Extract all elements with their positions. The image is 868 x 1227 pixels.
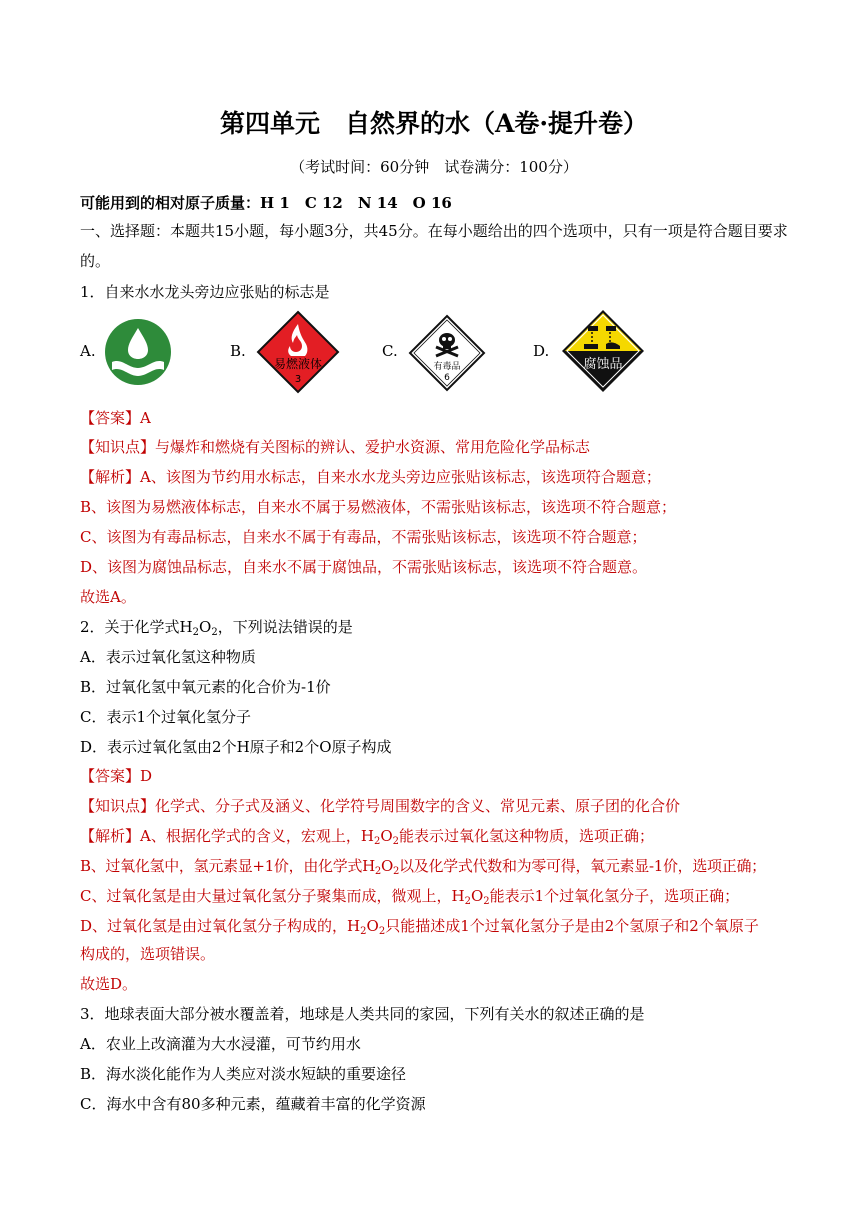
q1-analysis-line: D、该图为腐蚀品标志，自来水不属于腐蚀品，不需张贴该标志，该选项不符合题意。 xyxy=(80,558,648,576)
atomic-mass-note: 可能用到的相对原子质量：H 1 C 12 N 14 O 16 xyxy=(80,194,452,212)
formula-h2o2: $H_2O_2$ xyxy=(179,618,218,638)
corrosive-text: 腐蚀品 xyxy=(583,357,623,372)
q2-analysis-line: 【解析】A、根据化学式的含义，宏观上，$H_2O_2$能表示过氧化氢这种物质，选项正确； xyxy=(80,827,655,847)
q2-option: D．表示过氧化氢由2个H原子和2个O原子构成 xyxy=(80,738,392,756)
water-saving-sign-icon xyxy=(104,318,172,386)
q1-answer: 【答案】A xyxy=(80,409,151,427)
question-3-stem: 3．地球表面大部分被水覆盖着，地球是人类共同的家园，下列有关水的叙述正确的是 xyxy=(80,1005,645,1023)
q2-conclusion: 故选D。 xyxy=(80,975,138,993)
q1-conclusion: 故选A。 xyxy=(80,588,136,606)
q1-analysis-line: 【解析】A、该图为节约用水标志，自来水水龙头旁边应张贴该标志，该选项符合题意； xyxy=(80,468,661,486)
toxic-sign-icon xyxy=(408,314,486,392)
q1-analysis-line: B、该图为易燃液体标志，自来水不属于易燃液体，不需张贴该标志，该选项不符合题意； xyxy=(80,498,677,516)
question-2-stem: 2．关于化学式$H_2O_2$，下列说法错误的是 xyxy=(80,618,353,638)
q2-answer: 【答案】D xyxy=(80,767,153,785)
q2-analysis-line: C、过氧化氢是由大量过氧化氢分子聚集而成，微观上，$H_2O_2$能表示1个过氧化氢分子，选项正确； xyxy=(80,887,740,907)
option-b-label: B. xyxy=(230,342,246,360)
question-1-stem: 1．自来水水龙头旁边应张贴的标志是 xyxy=(80,283,330,301)
toxic-text: 有毒品 xyxy=(433,362,461,372)
q2-analysis-line: B、过氧化氢中，氢元素显+1价，由化学式$H_2O_2$以及化学式代数和为零可得，氧元素显-1价，选项正确； xyxy=(80,857,766,877)
q2-analysis-line: D、过氧化氢是由过氧化氢分子构成的，$H_2O_2$只能描述成1个过氧化氢分子是由2个氢原子和2个氧原子 xyxy=(80,917,759,937)
q1-analysis-line: C、该图为有毒品标志，自来水不属于有毒品，不需张贴该标志，该选项不符合题意； xyxy=(80,528,647,546)
section-heading: 一、选择题：本题共15小题，每小题3分，共45分。在每小题给出的四个选项中，只有一项是符合题目要求的。 xyxy=(80,222,788,270)
q1-knowledge: 【知识点】与爆炸和燃烧有关图标的辨认、爱护水资源、常用危险化学品标志 xyxy=(80,438,591,456)
q2-analysis-line: 构成的，选项错误。 xyxy=(80,945,216,963)
q2-option: B．过氧化氢中氧元素的化合价为-1价 xyxy=(80,678,331,696)
q3-option: A．农业上改滴灌为大水浸灌，可节约用水 xyxy=(80,1035,361,1053)
exam-info: （考试时间：60分钟 试卷满分：100分） xyxy=(290,158,578,176)
page-title: 第四单元 自然界的水（A卷·提升卷） xyxy=(219,109,649,138)
q2-knowledge: 【知识点】化学式、分子式及涵义、化学符号周围数字的含义、常见元素、原子团的化合价 xyxy=(80,797,681,815)
toxic-class-number: 6 xyxy=(444,373,450,383)
q2-option: C．表示1个过氧化氢分子 xyxy=(80,708,252,726)
flammable-class-number: 3 xyxy=(294,374,302,385)
q3-option: C．海水中含有80多种元素，蕴藏着丰富的化学资源 xyxy=(80,1095,426,1113)
option-c-label: C. xyxy=(382,342,398,360)
q3-option: B．海水淡化能作为人类应对淡水短缺的重要途径 xyxy=(80,1065,407,1083)
q2-option: A．表示过氧化氢这种物质 xyxy=(80,648,256,666)
flammable-liquid-sign-icon xyxy=(256,310,340,394)
corrosive-sign-icon xyxy=(560,308,646,394)
option-d-label: D. xyxy=(533,342,550,360)
option-a-label: A. xyxy=(80,342,96,360)
flammable-liquid-text: 易燃液体 xyxy=(273,357,323,371)
